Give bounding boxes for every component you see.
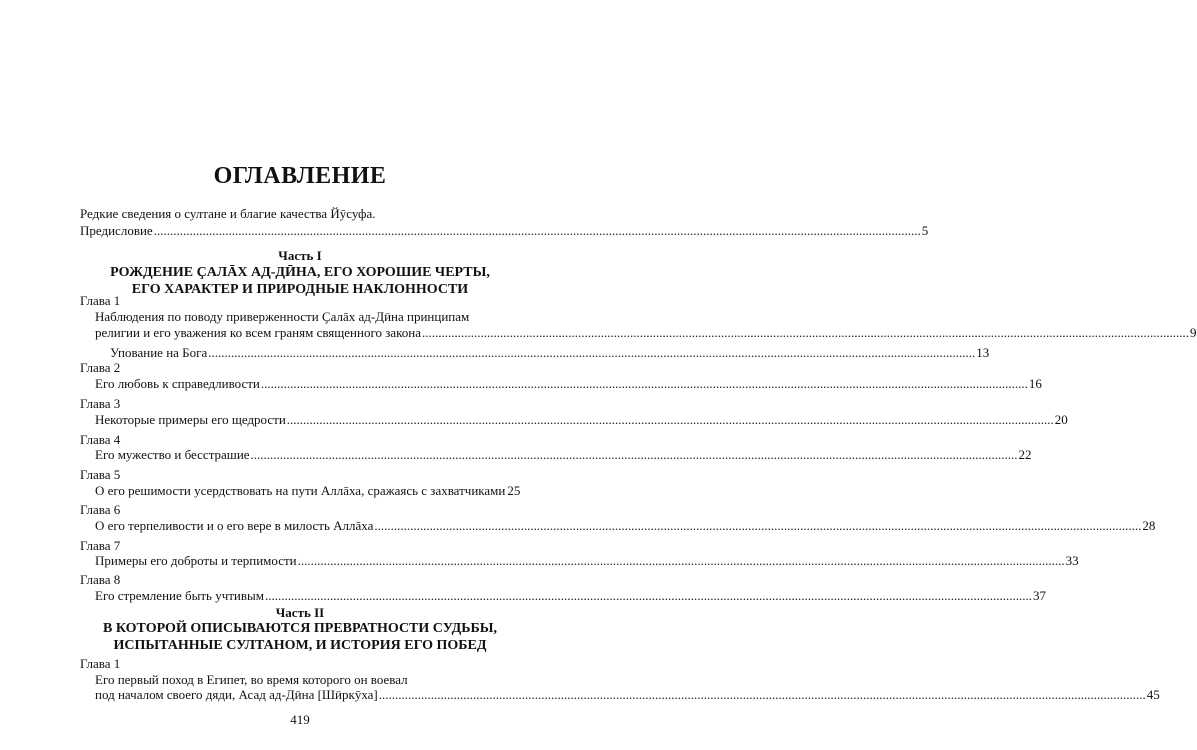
chapter-entry <box>95 588 1046 604</box>
dot-leader <box>208 345 975 361</box>
part1-label: Часть I <box>278 248 322 263</box>
chapter-title-line1: Его первый поход в Египет, во время которого он воевал <box>95 672 408 687</box>
chapter-entry <box>95 553 1079 569</box>
part1-title-line1: РОЖДЕНИЕ ҪАЛĀХ АД-ДӢНА, ЕГО ХОРОШИЕ ЧЕРТЫ, <box>110 265 490 280</box>
part2-label: Часть II <box>275 605 325 620</box>
chapter-entry <box>95 325 1197 341</box>
chapter-title-line2: религии и его уважения ко всем граням священного закона <box>95 325 422 340</box>
dot-leader <box>265 588 1032 604</box>
subchapter-page: 13 <box>976 345 990 360</box>
chapter-title-line1: Наблюдения по поводу приверженности Ҫалāх ад-Дӣна принципам <box>95 309 470 324</box>
dot-leader <box>374 518 1141 534</box>
chapter-entry <box>95 518 1156 534</box>
part1-title-line2: ЕГО ХАРАКТЕР И ПРИРОДНЫЕ НАКЛОННОСТИ <box>131 282 469 297</box>
chapter-label: Глава 2 <box>80 360 121 375</box>
dot-leader <box>422 325 1189 341</box>
chapter-title: Некоторые примеры его щедрости <box>95 412 286 427</box>
chapter-page: 20 <box>1054 412 1068 427</box>
chapter-label: Глава 1 <box>80 656 121 671</box>
chapter-page: 33 <box>1065 553 1079 568</box>
chapter-label: Глава 1 <box>80 293 121 308</box>
chapter-label: Глава 5 <box>80 467 121 482</box>
chapter-page: 37 <box>1032 588 1046 603</box>
dot-leader <box>287 412 1054 428</box>
chapter-entry <box>95 483 521 499</box>
chapter-label: Глава 3 <box>80 396 121 411</box>
chapter-label: Глава 7 <box>80 538 121 553</box>
chapter-title-line2: под началом своего дяди, Асад ад-Дӣна [Шӣркӯха] <box>95 687 378 702</box>
toc-entry-page: 5 <box>921 223 929 238</box>
toc-entry-title: Предисловие <box>80 223 153 238</box>
page-title: ОГЛАВЛЕНИЕ <box>213 163 387 189</box>
subchapter-entry <box>110 345 990 361</box>
chapter-entry <box>95 687 1160 703</box>
chapter-title: Его мужество и бесстрашие <box>95 447 250 462</box>
chapter-page: 45 <box>1146 687 1160 702</box>
chapter-title: О его терпеливости и о его вере в милость Аллāха <box>95 518 374 533</box>
chapter-label: Глава 6 <box>80 502 121 517</box>
chapter-page: 25 <box>507 483 521 498</box>
dot-leader <box>298 553 1065 569</box>
dot-leader <box>251 447 1018 463</box>
chapter-title: Примеры его доброты и терпимости <box>95 553 297 568</box>
dot-leader <box>379 687 1146 703</box>
chapter-entry <box>95 447 1032 463</box>
chapter-entry <box>95 376 1042 392</box>
intro-line: Редкие сведения о султане и благие качества Йӯсуфа. <box>80 206 376 221</box>
subchapter-title: Упование на Бога <box>110 345 208 360</box>
chapter-label: Глава 4 <box>80 432 121 447</box>
chapter-page: 28 <box>1142 518 1156 533</box>
chapter-page: 22 <box>1018 447 1032 462</box>
part2-title-line2: ИСПЫТАННЫЕ СУЛТАНОМ, И ИСТОРИЯ ЕГО ПОБЕД <box>113 638 487 653</box>
chapter-title: О его решимости усердствовать на пути Аллāха, сражаясь с захватчиками <box>95 483 506 498</box>
chapter-entry <box>95 412 1068 428</box>
dot-leader <box>154 223 921 239</box>
toc-entry-preface <box>80 223 929 239</box>
page-number: 419 <box>290 712 310 727</box>
chapter-page: 9 <box>1190 325 1197 340</box>
dot-leader <box>261 376 1028 392</box>
part2-title-line1: В КОТОРОЙ ОПИСЫВАЮТСЯ ПРЕВРАТНОСТИ СУДЬБЫ, <box>103 621 497 636</box>
chapter-title: Его стремление быть учтивым <box>95 588 264 603</box>
chapter-page: 16 <box>1028 376 1042 391</box>
chapter-label: Глава 8 <box>80 572 121 587</box>
chapter-title: Его любовь к справедливости <box>95 376 260 391</box>
